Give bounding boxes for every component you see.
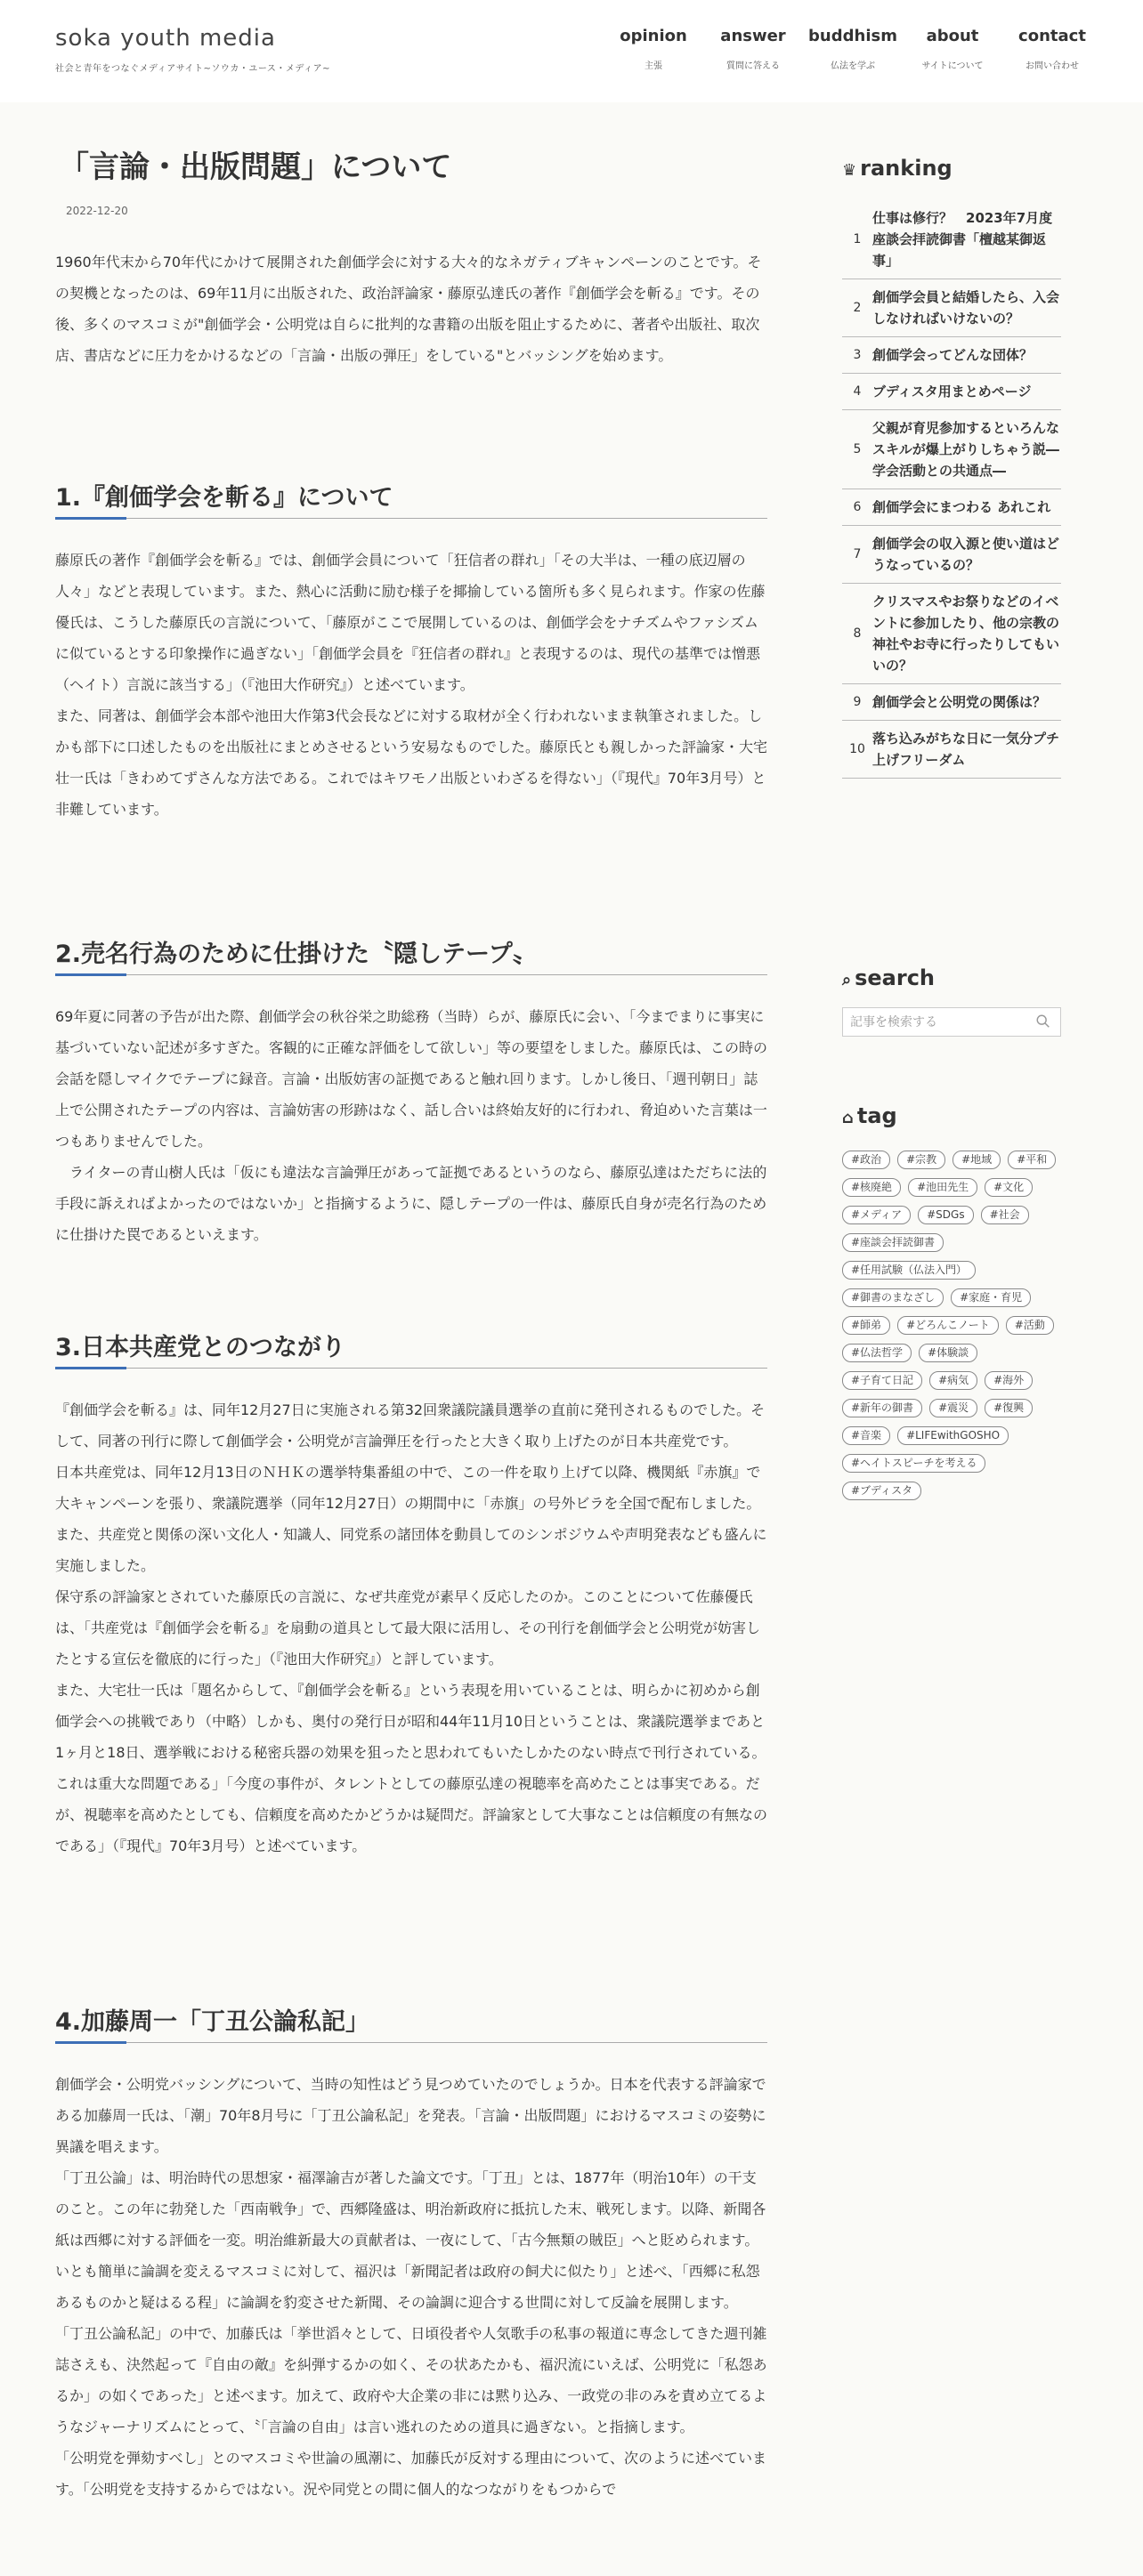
section-body-3: 『創価学会を斬る』は、同年12月27日に実施される第32回衆議院議員選挙の直前に発刊されるものでした。そして、同著の刊行に際して創価学会・公明党が言論弾圧を行ったと大きく取り上げたのが日本共産党です。 日本共産党は、同年12月13日のＮＨＫの選挙特集番組の中で、この一件を取り上げて以降、機関紙『赤旗』で大キャンペーンを張り、衆議院選挙（同年12月27日）の期間中に「赤旗」の号外ビラを全国で配布しました。また、共産党と関係の深い文化人・知識人、同党系の諸団体を動員してのシンポジウムや声明発表なども盛んに実施しました。 保守系の評論家とされていた藤原氏の言説に、なぜ共産党が素早く反応したのか。このことについて佐藤優氏は、「共産党は『創価学会を斬る』を扇動の道具として最大限に活用し、その刊行を創価学会と公明党が妨害したとする宣伝を徹底的に行った」（『池田大作研究』）と評しています。 また、大宅壮一氏は「題名からして、『創価学会を斬る』という表現を用いていることは、明らかに初めから創価学会への挑戦であり（中略）しかも、奥付の発行日が昭和44年11月10日ということは、衆議院選挙まであと1ヶ月と18日、選挙戦における秘密兵器の効果を狙ったと思われてもいたしかたのない時点で刊行されている。これは重大な問題である」「今度の事件が、タレントとしての藤原弘達の視聴率を高めたことは事実である。だが、視聴率を高めたとしても、信頼度を高めたかどうかは疑問だ。評論家として大事なことは信頼度の有無なのである」（『現代』70年3月号）と述べています。 <box>55 1401 768 1854</box>
section-body-4: 創価学会・公明党バッシングについて、当時の知性はどう見つめていたのでしょうか。日本を代表する評論家である加藤周一氏は、「潮」70年8月号に「丁丑公論私記」を発表。「言論・出版問題」におけるマスコミの姿勢に異議を唱えます。 「丁丑公論」は、明治時代の思想家・福澤諭吉が著した論文です。「丁丑」とは、1877年（明治10年）の干支のこと。この年に勃発した「西南戦争」で、西郷隆盛は、明治新政府に抵抗した末、戦死します。以降、新聞各紙は西郷に対する評価を一変。明治維新最大の貢献者は、一夜にして、「古今無類の賊臣」へと貶められます。いとも簡単に論調を変えるマスコミに対して、福沢は「新聞記者は政府の飼犬に似たり」と述べ、「西郷に私怨あるものかと疑はるる程」に論調を豹変させた新聞、その論調に迎合する世間に対して反論を展開します。 「丁丑公論私記」の中で、加藤氏は「挙世滔々として、日頃役者や人気歌手の私事の報道に専念してきた週刊雑誌さえも、決然起って『自由の敵』を糾弾するかの如く、その状あたかも、福沢流にいえば、公明党に「私怨あるか」の如くであった」と述べます。加えて、政府や大企業の非には黙り込み、一政党の非のみを責め立てるようなジャーナリズムにとって、〝「言論の自由」は言い逃れのための道具に過ぎない。と指摘します。 「公明党を弾劾すべし」とのマスコミや世論の風潮に、加藤氏が反対する理由について、次のように述べています。「公明党を支持するからではない。況や同党との間に個人的なつながりをもつからで <box>55 2076 767 2498</box>
ranking-title[interactable]: ブディスタ用まとめページ <box>872 384 1032 400</box>
tag-chip[interactable]: #体験談 <box>919 1344 977 1362</box>
nav-sublabel: 質問に答える <box>726 61 780 71</box>
ranking-title[interactable]: 落ち込みがちな日に一気分プチ上げフリーダム <box>872 731 1060 768</box>
ranking-heading <box>842 156 952 181</box>
site-header <box>0 0 1143 102</box>
ranking-item[interactable] <box>842 374 1061 410</box>
tag-chip[interactable]: #復興 <box>985 1399 1033 1417</box>
ranking-item[interactable] <box>842 279 1061 337</box>
search-heading-label: search <box>855 965 935 990</box>
tag-chip[interactable]: #平和 <box>1008 1151 1056 1169</box>
tag-chip[interactable]: #政治 <box>842 1151 890 1169</box>
ranking-heading-label: ranking <box>860 156 952 181</box>
ranking-item[interactable] <box>842 684 1061 721</box>
section-heading-4: 4.加藤周一「丁丑公論私記」 <box>55 2002 767 2043</box>
ranking-number: 9 <box>853 695 862 709</box>
tag-chip[interactable]: #SDGs <box>918 1206 973 1224</box>
tag-chip[interactable]: #任用試験（仏法入門） <box>842 1261 976 1280</box>
article-intro: 1960年代末から70年代にかけて展開された創価学会に対する大々的なネガティブキャンペーンのことです。その契機となったのは、69年11月に出版された、政治評論家・藤原弘達氏の著作『創価学会を斬る』です。その後、多くのマスコミが"創価学会・公明党は自らに批判的な書籍の出版を阻止するために、著者や出版社、取次店、書店などに圧力をかけるなどの「言論・出版の弾圧」をしている"とバッシングを始めます。 <box>55 254 762 364</box>
main-nav <box>604 27 1102 71</box>
tag-heading-label: tag <box>856 1103 897 1128</box>
ranking-title[interactable]: クリスマスやお祭りなどのイベントに参加したり、他の宗教の神社やお寺に行ったりしてもいいの？ <box>872 594 1060 674</box>
nav-sublabel: 仏法を学ぶ <box>831 61 875 71</box>
section-heading-1: 1.『創価学会を斬る』について <box>55 478 767 519</box>
tag-icon: ⌂ <box>842 1109 854 1127</box>
nav-label: opinion <box>620 27 687 45</box>
search-icon[interactable] <box>1035 1013 1053 1031</box>
ranking-title[interactable]: 創価学会ってどんな団体？ <box>872 347 1034 363</box>
ranking-number: 2 <box>853 301 862 315</box>
tag-chip[interactable]: #社会 <box>981 1206 1029 1224</box>
tag-chip[interactable]: #仏法哲学 <box>842 1344 912 1362</box>
nav-label: buddhism <box>808 27 897 45</box>
search-heading <box>842 965 935 990</box>
tag-chip[interactable]: #活動 <box>1006 1316 1054 1335</box>
ranking-title[interactable]: 創価学会の収入源と使い道はどうなっているの？ <box>872 536 1060 573</box>
ranking-title[interactable]: 創価学会と公明党の関係は？ <box>872 694 1047 710</box>
ranking-list <box>842 200 1061 779</box>
tag-chip[interactable]: #池田先生 <box>908 1178 977 1197</box>
nav-buddhism[interactable] <box>803 27 903 71</box>
tag-chip[interactable]: #どろんこノート <box>897 1316 999 1335</box>
nav-sublabel: サイトについて <box>921 61 984 71</box>
tag-chip[interactable]: #文化 <box>985 1178 1033 1197</box>
ranking-number: 3 <box>853 348 862 362</box>
tag-chip[interactable]: #核廃絶 <box>842 1178 901 1197</box>
nav-about[interactable] <box>903 27 1002 71</box>
ranking-number: 7 <box>853 547 862 561</box>
ranking-number: 6 <box>853 500 862 514</box>
tag-heading <box>842 1103 897 1128</box>
ranking-title[interactable]: 父親が育児参加するといろんなスキルが爆上がりしちゃう説―学会活動との共通点― <box>872 420 1060 479</box>
tag-chip[interactable]: #ヘイトスピーチを考える <box>842 1454 985 1473</box>
tag-chip[interactable]: #座談会拝読御書 <box>842 1233 944 1252</box>
nav-label: about <box>926 27 979 45</box>
section-body-2: 69年夏に同著の予告が出た際、創価学会の秋谷栄之助総務（当時）らが、藤原氏に会い、「今までまりに事実に基づいていない記述が多すぎた。客観的に正確な評価をして欲しい」等の要望をしました。藤原氏は、この時の会話を隠しマイクでテープに録音。言論・出版妨害の証拠であると触れ回ります。しかし後日、「週刊朝日」誌上で公開されたテープの内容は、言論妨害の形跡はなく、話し合いは終始友好的に行われ、脅迫めいた言葉は一つもありませんでした。 ライターの青山樹人氏は「仮にも違法な言論弾圧があって証拠であるというのなら、藤原弘達はただちに法的手段に訴えればよかったのではないか」と指摘するように、隠しテープの一件は、藤原氏自身が売名行為のために仕掛けた罠であるといえます。 <box>55 1008 768 1243</box>
ranking-item[interactable] <box>842 721 1061 779</box>
nav-contact[interactable] <box>1002 27 1102 71</box>
tag-chip[interactable]: #新年の御書 <box>842 1399 922 1417</box>
tag-chip[interactable]: #地域 <box>952 1151 1001 1169</box>
article-date: 2022-12-20 <box>66 205 128 217</box>
nav-label: contact <box>1018 27 1086 45</box>
tag-chip[interactable]: #震災 <box>929 1399 977 1417</box>
tag-chip[interactable]: #海外 <box>985 1371 1033 1390</box>
nav-label: answer <box>720 27 786 45</box>
tag-chip[interactable]: #音楽 <box>842 1426 890 1445</box>
ranking-number: 5 <box>853 442 862 456</box>
ranking-title[interactable]: 創価学会員と結婚したら、入会しなければいけないの？ <box>872 289 1060 327</box>
tag-chip[interactable]: #御書のまなざし <box>842 1288 944 1307</box>
ranking-number: 4 <box>853 384 862 399</box>
magnifier-icon: ⌕ <box>842 971 852 989</box>
ranking-number: 1 <box>853 232 862 246</box>
ranking-item[interactable] <box>842 337 1061 374</box>
nav-sublabel: 主張 <box>644 61 662 71</box>
ranking-title[interactable]: 仕事は修行？ 2023年7月度座談会拝読御書「檀越某御返事」 <box>872 210 1053 269</box>
ranking-item[interactable] <box>842 526 1061 584</box>
ranking-number: 10 <box>849 742 865 756</box>
tag-cloud <box>842 1151 1061 1500</box>
ranking-item[interactable] <box>842 489 1061 526</box>
article-title: 「言論・出版問題」について <box>59 149 452 185</box>
nav-opinion[interactable] <box>604 27 703 71</box>
tag-chip[interactable]: #子育て日記 <box>842 1371 922 1390</box>
search-box <box>842 1007 1061 1037</box>
site-logo[interactable]: soka youth media <box>55 25 276 52</box>
crown-icon: ♛ <box>842 161 857 180</box>
section-heading-2: 2.売名行為のために仕掛けた〝隠しテープ〟 <box>55 934 767 975</box>
site-tagline: 社会と青年をつなぐメディアサイト~ソウカ・ユース・メディア~ <box>55 64 330 74</box>
tag-chip[interactable]: #病気 <box>929 1371 977 1390</box>
nav-sublabel: お問い合わせ <box>1025 61 1079 71</box>
section-body-1: 藤原氏の著作『創価学会を斬る』では、創価学会員について「狂信者の群れ」「その大半は、一種の底辺層の人々」などと表現しています。また、熱心に活動に励む様子を揶揄している箇所も多く見られます。作家の佐藤優氏は、こうした藤原氏の言説について、「藤原がここで展開しているのは、創価学会をナチズムやファシズムに似ているとする印象操作に過ぎない」「創価学会員を『狂信者の群れ』と表現するのは、現代の基準では憎悪（ヘイト）言説に該当する」（『池田大作研究』）と述べています。 また、同著は、創価学会本部や池田大作第3代会長などに対する取材が全く行われないまま執筆されました。しかも部下に口述したものを出版社にまとめさせるという安易なものでした。藤原氏とも親しかった評論家・大宅壮一氏は「きわめてずさんな方法である。これではキワモノ出版といわざるを得ない」（『現代』70年3月号）と非難しています。 <box>55 552 768 818</box>
search-input[interactable] <box>850 1015 1035 1030</box>
tag-chip[interactable]: #師弟 <box>842 1316 890 1335</box>
ranking-number: 8 <box>853 626 862 641</box>
ranking-title[interactable]: 創価学会にまつわる あれこれ <box>872 499 1051 515</box>
section-heading-3: 3.日本共産党とのつながり <box>55 1328 767 1369</box>
ranking-item[interactable] <box>842 584 1061 684</box>
tag-chip[interactable]: #宗教 <box>897 1151 945 1169</box>
tag-chip[interactable]: #ブディスタ <box>842 1482 921 1500</box>
ranking-item[interactable] <box>842 200 1061 279</box>
tag-chip[interactable]: #メディア <box>842 1206 911 1224</box>
logo-block[interactable] <box>55 25 330 74</box>
ranking-item[interactable] <box>842 410 1061 489</box>
tag-chip[interactable]: #家庭・育児 <box>951 1288 1031 1307</box>
tag-chip[interactable]: #LIFEwithGOSHO <box>897 1426 1009 1445</box>
nav-answer[interactable] <box>703 27 803 71</box>
